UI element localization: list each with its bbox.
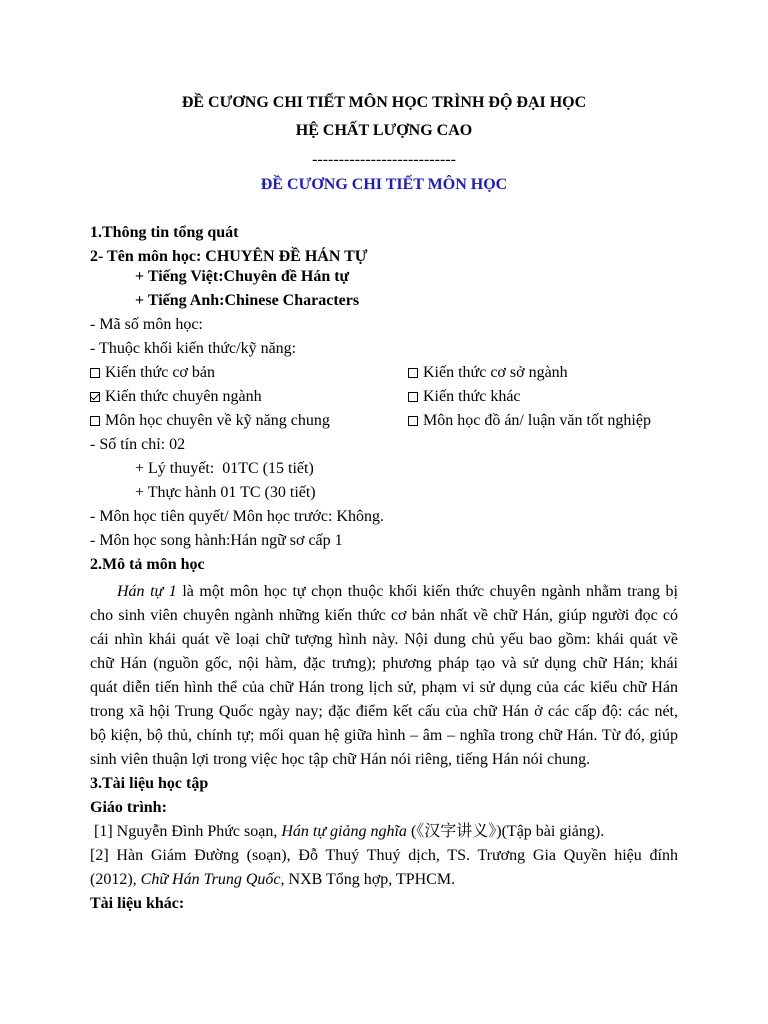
credits-practice: + Thực hành 01 TC (30 tiết) bbox=[135, 484, 316, 501]
description-lead-italic: Hán tự 1 bbox=[117, 583, 177, 600]
knowledge-option bbox=[90, 388, 262, 405]
knowledge-option bbox=[90, 364, 215, 381]
credits: - Số tín chỉ: 02 bbox=[90, 436, 186, 453]
parallel-course: - Môn học song hành:Hán ngữ sơ cấp 1 bbox=[90, 532, 343, 549]
prerequisite: - Môn học tiên quyết/ Môn học trước: Không. bbox=[90, 508, 384, 525]
course-name: 2- Tên môn học: CHUYÊN ĐỀ HÁN TỰ bbox=[90, 248, 368, 265]
credits-theory: + Lý thuyết: 01TC (15 tiết) bbox=[135, 460, 314, 477]
knowledge-option bbox=[408, 361, 568, 385]
knowledge-option-label: Kiến thức cơ sở ngành bbox=[423, 364, 568, 381]
knowledge-block-label: - Thuộc khối kiến thức/kỹ năng: bbox=[90, 340, 297, 357]
reference-2-suffix: , NXB Tổng hợp, TPHCM. bbox=[280, 871, 456, 888]
knowledge-row bbox=[90, 385, 678, 409]
description-line: cho sinh viên chuyên ngành những kiến thức cơ bản nhất về chữ Hán, giúp người đọc có bbox=[90, 607, 678, 624]
description-line: cái nhìn khái quát về loại chữ tượng hình này. Nội dung chủ yếu bao gồm: khái quát về bbox=[90, 631, 678, 648]
reference-2-line-1: [2] Hàn Giám Đường (soạn), Đỗ Thuý Thuý dịch, TS. Trương Gia Quyền hiệu đính bbox=[90, 847, 678, 864]
knowledge-option bbox=[408, 409, 651, 433]
checkbox-icon bbox=[90, 416, 100, 426]
reference-1-suffix: (《汉字讲义》)(Tập bài giảng). bbox=[406, 823, 605, 840]
knowledge-row bbox=[90, 409, 678, 433]
description-line: quát diễn tiến hình thể của chữ Hán trong lịch sử, phạm vi sử dụng của các kiểu chữ Hán bbox=[90, 679, 678, 696]
description-paragraph bbox=[90, 580, 678, 772]
description-line: sinh viên thuận lợi trong việc học tập chữ Hán nói riêng, tiếng Hán nói chung. bbox=[90, 751, 591, 768]
course-name-vietnamese: + Tiếng Việt:Chuyên đề Hán tự bbox=[135, 268, 350, 285]
description-line: chữ Hán (nguồn gốc, nội hàm, đặc trưng); phương pháp tạo và sử dụng chữ Hán; khái bbox=[90, 655, 678, 672]
document-subtitle: ĐỀ CƯƠNG CHI TIẾT MÔN HỌC bbox=[260, 176, 508, 193]
checkbox-icon bbox=[408, 368, 418, 378]
knowledge-option-label: Kiến thức chuyên ngành bbox=[105, 388, 262, 405]
description-line: trong xã hội Trung Quốc ngày nay; đặc điểm kết cấu của chữ Hán ở các cấp độ: các nét, bbox=[90, 703, 678, 720]
other-materials-heading: Tài liệu khác: bbox=[90, 895, 185, 912]
course-name-english: + Tiếng Anh:Chinese Characters bbox=[135, 292, 360, 309]
document-title: ĐỀ CƯƠNG CHI TIẾT MÔN HỌC TRÌNH ĐỘ ĐẠI HỌC bbox=[181, 94, 587, 111]
reference-2-title: Chữ Hán Trung Quốc bbox=[140, 871, 281, 888]
title-separator: --------------------------- bbox=[312, 151, 456, 168]
textbook-heading: Giáo trình: bbox=[90, 799, 167, 816]
description-line: bộ kiện, bộ thủ, chính tự; mối quan hệ giữa hình – âm – nghĩa trong chữ Hán. Từ đó, giúp bbox=[90, 727, 678, 744]
knowledge-option-label: Kiến thức cơ bản bbox=[105, 364, 215, 381]
checkbox-icon bbox=[408, 392, 418, 402]
knowledge-option bbox=[408, 385, 521, 409]
reference-2-prefix: (2012), bbox=[90, 871, 141, 888]
reference-1-title: Hán tự giảng nghĩa bbox=[281, 823, 407, 840]
checkbox-icon bbox=[90, 368, 100, 378]
description-line-text: là một môn học tự chọn thuộc khối kiến thức chuyên ngành nhằm trang bị bbox=[176, 583, 678, 600]
knowledge-row bbox=[90, 361, 678, 385]
reference-2-line-2 bbox=[90, 868, 678, 892]
knowledge-option-label: Kiến thức khác bbox=[423, 388, 521, 405]
section-general-info-heading: 1.Thông tin tổng quát bbox=[90, 224, 239, 241]
checkbox-icon bbox=[408, 416, 418, 426]
knowledge-option-label: Môn học đồ án/ luận văn tốt nghiệp bbox=[423, 412, 651, 429]
knowledge-option bbox=[90, 412, 330, 429]
knowledge-option-label: Môn học chuyên về kỹ năng chung bbox=[105, 412, 330, 429]
course-code: - Mã số môn học: bbox=[90, 316, 203, 333]
section-materials-heading: 3.Tài liệu học tập bbox=[90, 775, 209, 792]
section-description-heading: 2.Mô tả môn học bbox=[90, 556, 205, 573]
description-line bbox=[90, 580, 678, 604]
reference-1 bbox=[90, 820, 678, 844]
reference-1-prefix: [1] Nguyễn Đình Phức soạn, bbox=[94, 823, 282, 840]
document-body bbox=[90, 91, 678, 916]
document-program-title: HỆ CHẤT LƯỢNG CAO bbox=[295, 122, 473, 139]
checkbox-icon bbox=[90, 392, 100, 402]
